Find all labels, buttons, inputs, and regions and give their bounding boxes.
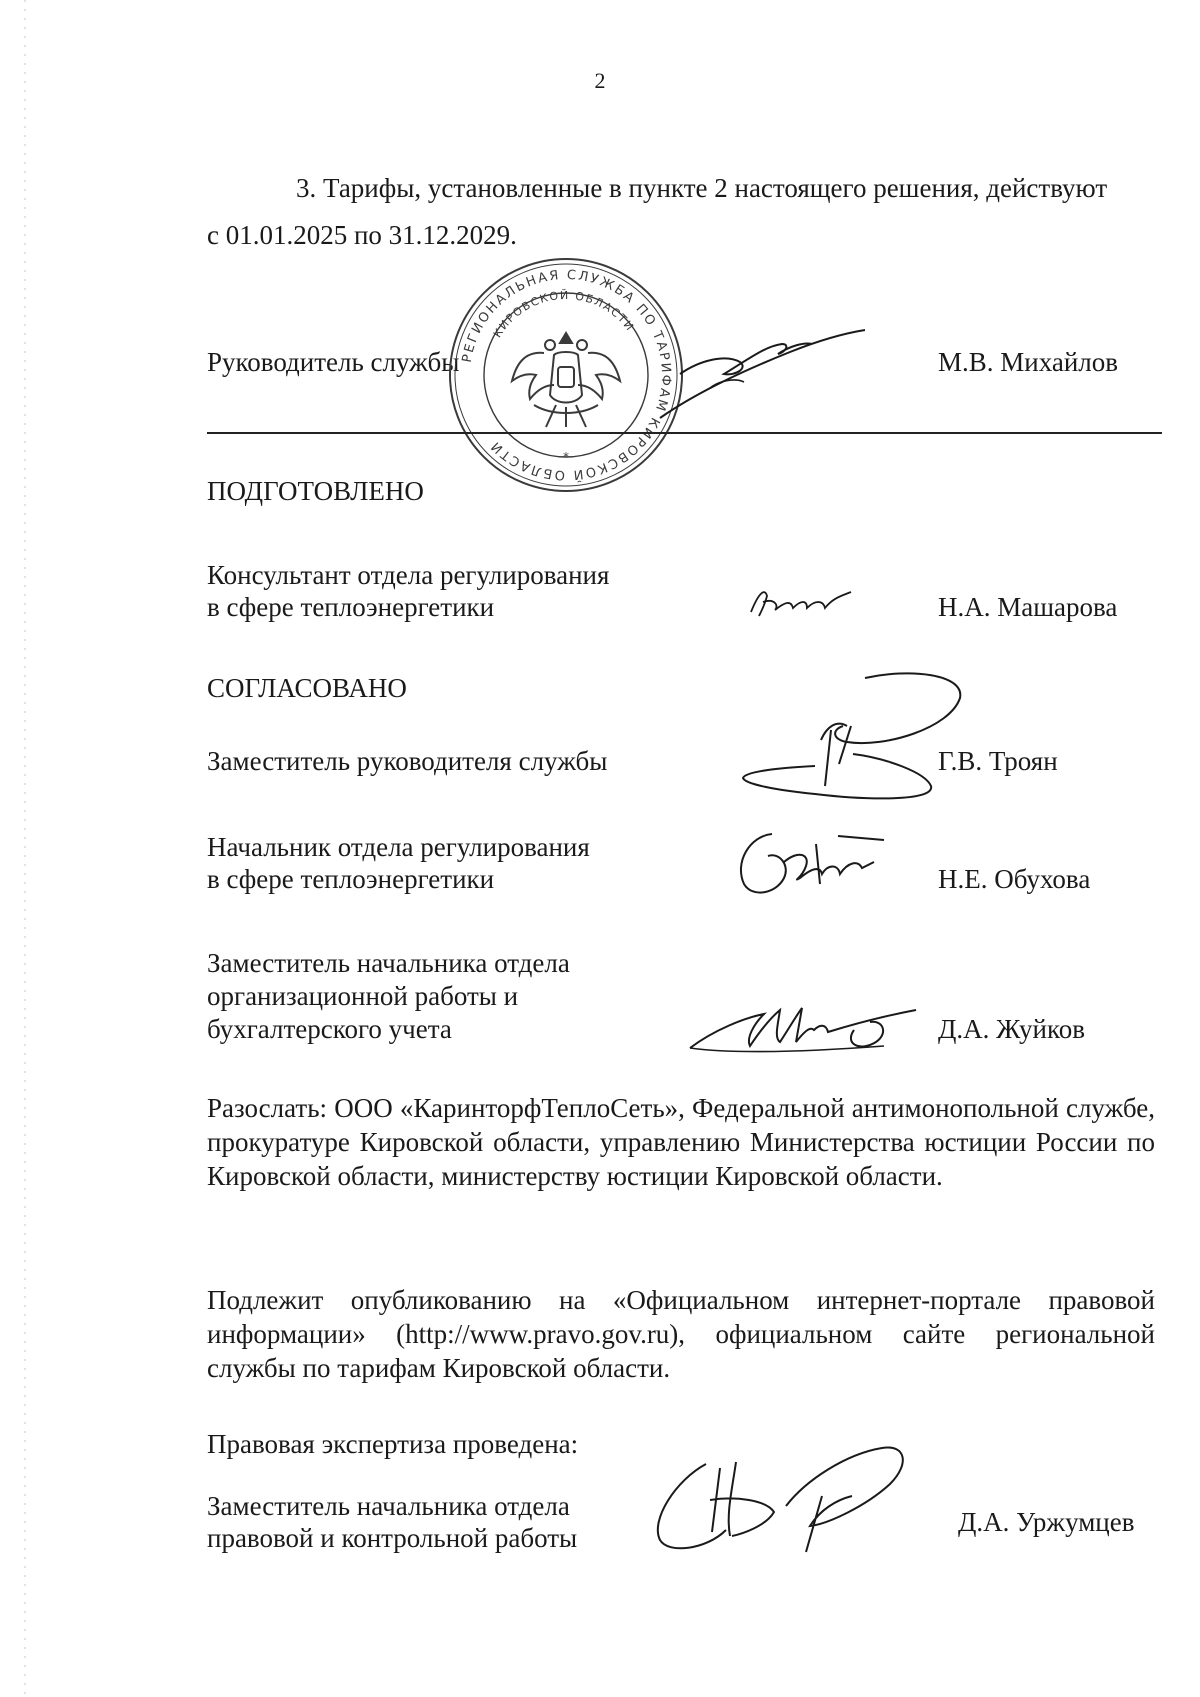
agreed-entry-2-name: Н.Е. Обухова <box>938 864 1091 894</box>
eagle-emblem-icon <box>512 333 620 427</box>
head-signature <box>640 300 870 430</box>
scan-margin-left <box>24 0 26 1697</box>
agreed-entry-3-position-line-3: бухгалтерского учета <box>207 1014 452 1044</box>
page-number: 2 <box>594 68 606 93</box>
prepared-position-line-1: Консультант отдела регулирования <box>207 560 610 590</box>
publication-notice: Подлежит опубликованию на «Официальном интернет-портале правовой информации» (http://www.pravo.gov.ru), официальном сайте региональной службы по тарифам Кировской области. <box>207 1285 1155 1383</box>
agreed-entry-2-position-line-2: в сфере теплоэнергетики <box>207 864 495 894</box>
seal-inner-text: КИРОВСКОЙ ОБЛАСТИ <box>490 288 637 340</box>
head-position: Руководитель службы <box>207 347 460 377</box>
agreed-entry-3-position-line-1: Заместитель начальника отдела <box>207 948 570 978</box>
agreed-entry-2-signature <box>728 822 898 902</box>
legal-signature <box>646 1440 926 1560</box>
legal-name: Д.А. Уржумцев <box>958 1507 1135 1537</box>
legal-position-line-2: правовой и контрольной работы <box>207 1523 578 1553</box>
clause-3-line-2: с 01.01.2025 по 31.12.2029. <box>207 220 517 250</box>
agreed-entry-1-position: Заместитель руководителя службы <box>207 746 608 776</box>
agreed-entry-1-name: Г.В. Троян <box>938 746 1058 776</box>
agreed-entry-2-position-line-1: Начальник отдела регулирования <box>207 832 590 862</box>
clause-3-line-1: 3. Тарифы, установленные в пункте 2 настоящего решения, действуют <box>296 173 1108 203</box>
legal-heading: Правовая экспертиза проведена: <box>207 1429 579 1459</box>
agreed-heading: СОГЛАСОВАНО <box>207 673 407 703</box>
prepared-heading: ПОДГОТОВЛЕНО <box>207 476 424 506</box>
signature-divider <box>207 432 1162 434</box>
legal-position-line-1: Заместитель начальника отдела <box>207 1491 570 1521</box>
agreed-entry-3-position-line-2: организационной работы и <box>207 981 519 1011</box>
seal-outer-text: РЕГИОНАЛЬНАЯ СЛУЖБА ПО ТАРИФАМ К РОВСКОЙ ОБЛАСТИ <box>459 267 674 483</box>
distribution-list: Разослать: ООО «КаринторфТеплоСеть», Федеральной антимонопольной службе, прокуратуре Кировской области, управлению Министерства юстиции России по Кировской области, министерству юстиции Кировской области. <box>207 1093 1155 1191</box>
prepared-signature <box>745 582 860 622</box>
head-name: М.В. Михайлов <box>938 347 1119 377</box>
agreed-entry-1-signature <box>735 668 975 808</box>
agreed-entry-3-name: Д.А. Жуйков <box>938 1014 1085 1044</box>
svg-text:*: * <box>563 450 569 464</box>
prepared-name: Н.А. Машарова <box>938 592 1118 622</box>
prepared-position-line-2: в сфере теплоэнергетики <box>207 592 495 622</box>
agreed-entry-3-signature <box>684 990 924 1060</box>
